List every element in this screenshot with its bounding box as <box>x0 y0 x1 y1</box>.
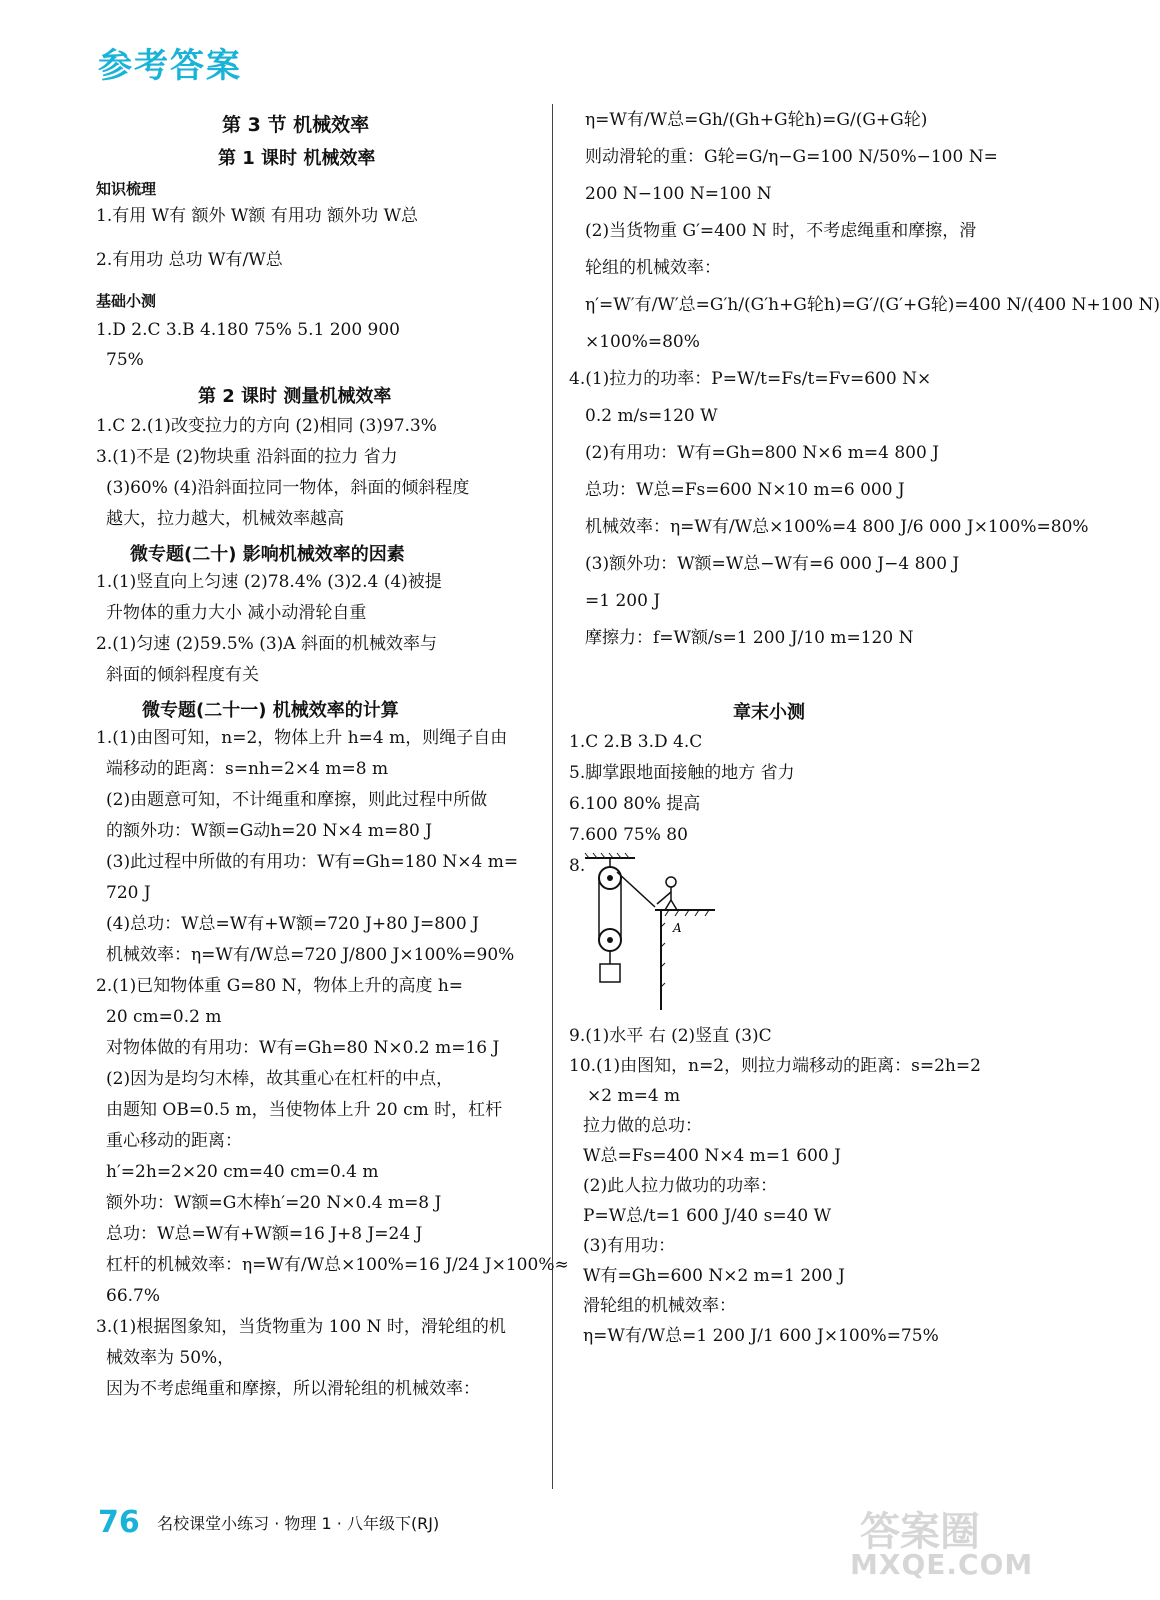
page-footer <box>98 1505 439 1540</box>
answer-line: (2)此人拉力做功的功率： <box>583 1176 778 1196</box>
answer-line: 10.(1)由图知，n=2，则拉力端移动的距离：s=2h=2 <box>569 1056 981 1076</box>
answer-line: (2)有用功：W有=Gh=800 N×6 m=4 800 J <box>585 443 940 463</box>
watermark-url: MXQE.COM <box>850 1548 1034 1581</box>
answer-line: 2.(1)匀速 (2)59.5% (3)A 斜面的机械效率与 <box>96 634 437 654</box>
answer-line: 5.脚掌跟地面接触的地方 省力 <box>569 763 795 783</box>
answer-line: 总功：W总=W有+W额=16 J+8 J=24 J <box>106 1224 423 1244</box>
answer-line: 1.D 2.C 3.B 4.180 75% 5.1 200 900 <box>96 320 400 340</box>
answer-line: =1 200 J <box>585 591 661 611</box>
answer-line: 3.(1)根据图象知，当货物重为 100 N 时，滑轮组的机 <box>96 1317 506 1337</box>
answer-line: 机械效率：η=W有/W总×100%=4 800 J/6 000 J×100%=80% <box>585 517 1089 537</box>
answer-line: 因为不考虑绳重和摩擦，所以滑轮组的机械效率： <box>106 1379 480 1399</box>
watermark-logo: 答案圈 <box>860 1509 980 1555</box>
answer-line: η=W有/W总=Gh/(Gh+G轮h)=G/(G+G轮) <box>585 110 928 130</box>
answer-line: 7.600 75% 80 <box>569 825 688 845</box>
answer-line: 6.100 80% 提高 <box>569 794 701 814</box>
answer-line: η=W有/W总=1 200 J/1 600 J×100%=75% <box>583 1326 939 1346</box>
answer-line: ×100%=80% <box>585 332 700 352</box>
answer-line: η′=W′有/W′总=G′h/(G′h+G轮h)=G′/(G′+G轮)=400 N/(400 N+100 N) <box>585 295 1160 315</box>
answer-line: 9.(1)水平 右 (2)竖直 (3)C <box>569 1026 772 1046</box>
answer-line: (2)由题意可知，不计绳重和摩擦，则此过程中所做 <box>106 790 488 810</box>
answer-line: 对物体做的有用功：W有=Gh=80 N×0.2 m=16 J <box>106 1038 500 1058</box>
answer-line: 械效率为 50%， <box>106 1348 235 1368</box>
answer-line: 66.7% <box>106 1286 161 1306</box>
figure-label-a: A <box>673 921 682 935</box>
answer-line: 2.有用功 总功 W有/W总 <box>96 250 283 270</box>
answer-line: 总功：W总=Fs=600 N×10 m=6 000 J <box>585 480 905 500</box>
answer-line: 20 cm=0.2 m <box>106 1007 222 1027</box>
answer-line: 摩擦力：f=W额/s=1 200 J/10 m=120 N <box>585 628 914 648</box>
answer-line: 4.(1)拉力的功率：P=W/t=Fs/t=Fv=600 N× <box>569 369 932 389</box>
answer-line: 升物体的重力大小 减小动滑轮自重 <box>106 603 367 623</box>
lesson1-title: 第 1 课时 机械效率 <box>218 148 376 169</box>
answer-line: 1.(1)竖直向上匀速 (2)78.4% (3)2.4 (4)被提 <box>96 572 442 592</box>
answer-line: 2.(1)已知物体重 G=80 N，物体上升的高度 h= <box>96 976 464 996</box>
answer-line: (3)此过程中所做的有用功：W有=Gh=180 N×4 m= <box>106 852 519 872</box>
answer-line: 8. <box>569 856 586 876</box>
lesson2-title: 第 2 课时 测量机械效率 <box>198 386 392 407</box>
answer-line: 由题知 OB=0.5 m，当使物体上升 20 cm 时，杠杆 <box>106 1100 503 1120</box>
answer-line: 轮组的机械效率： <box>585 258 721 278</box>
page-number: 76 <box>98 1505 140 1540</box>
page-header-title: 参考答案 <box>98 46 242 86</box>
answer-line: W有=Gh=600 N×2 m=1 200 J <box>583 1266 845 1286</box>
answer-line: (3)60% (4)沿斜面拉同一物体，斜面的倾斜程度 <box>106 478 470 498</box>
zsl-heading: 知识梳理 <box>96 180 157 198</box>
topic21-title: 微专题(二十一) 机械效率的计算 <box>142 700 399 721</box>
answer-line: 端移动的距离：s=nh=2×4 m=8 m <box>106 759 389 779</box>
book-title: 名校课堂小练习 · 物理 1 · 八年级下(RJ) <box>157 1514 440 1533</box>
answer-line: h′=2h=2×20 cm=40 cm=0.4 m <box>106 1162 379 1182</box>
answer-line: 1.(1)由图可知，n=2，物体上升 h=4 m，则绳子自由 <box>96 728 508 748</box>
answer-line: (3)有用功： <box>583 1236 676 1256</box>
answer-line: 越大，拉力越大，机械效率越高 <box>106 509 344 529</box>
answer-line: 75% <box>106 350 144 370</box>
answer-line: (2)当货物重 G′=400 N 时，不考虑绳重和摩擦，滑 <box>585 221 977 241</box>
answer-line: 0.2 m/s=120 W <box>585 406 718 426</box>
answer-line: 1.C 2.(1)改变拉力的方向 (2)相同 (3)97.3% <box>96 416 437 436</box>
answer-line: 的额外功：W额=G动h=20 N×4 m=80 J <box>106 821 433 841</box>
answer-line: 拉力做的总功： <box>583 1116 702 1136</box>
jcxc-heading: 基础小测 <box>96 292 157 310</box>
answer-line: 杠杆的机械效率：η=W有/W总×100%=16 J/24 J×100%≈ <box>106 1255 569 1275</box>
answer-line: ×2 m=4 m <box>587 1086 681 1106</box>
answer-line: P=W总/t=1 600 J/40 s=40 W <box>583 1206 832 1226</box>
answer-line: 3.(1)不是 (2)物块重 沿斜面的拉力 省力 <box>96 447 398 467</box>
answer-line: W总=Fs=400 N×4 m=1 600 J <box>583 1146 841 1166</box>
answer-line: 1.有用 W有 额外 W额 有用功 额外功 W总 <box>96 206 419 226</box>
answer-line: 重心移动的距离： <box>106 1131 242 1151</box>
answer-line: (3)额外功：W额=W总−W有=6 000 J−4 800 J <box>585 554 960 574</box>
answer-line: 720 J <box>106 883 151 903</box>
answer-line: 机械效率：η=W有/W总=720 J/800 J×100%=90% <box>106 945 515 965</box>
pulley-figure <box>585 852 720 1012</box>
answer-line: (4)总功：W总=W有+W额=720 J+80 J=800 J <box>106 914 479 934</box>
chapter-title: 章末小测 <box>733 702 805 723</box>
answer-line: 则动滑轮的重：G轮=G/η−G=100 N/50%−100 N= <box>585 147 998 167</box>
column-divider <box>552 104 553 1489</box>
answer-line: 1.C 2.B 3.D 4.C <box>569 732 703 752</box>
topic20-title: 微专题(二十) 影响机械效率的因素 <box>130 544 405 565</box>
answer-line: 额外功：W额=G木棒h′=20 N×0.4 m=8 J <box>106 1193 442 1213</box>
answer-line: 斜面的倾斜程度有关 <box>106 665 259 685</box>
section-title: 第 3 节 机械效率 <box>222 114 370 136</box>
answer-line: 滑轮组的机械效率： <box>583 1296 736 1316</box>
answer-line: (2)因为是均匀木棒，故其重心在杠杆的中点， <box>106 1069 454 1089</box>
answer-line: 200 N−100 N=100 N <box>585 184 772 204</box>
